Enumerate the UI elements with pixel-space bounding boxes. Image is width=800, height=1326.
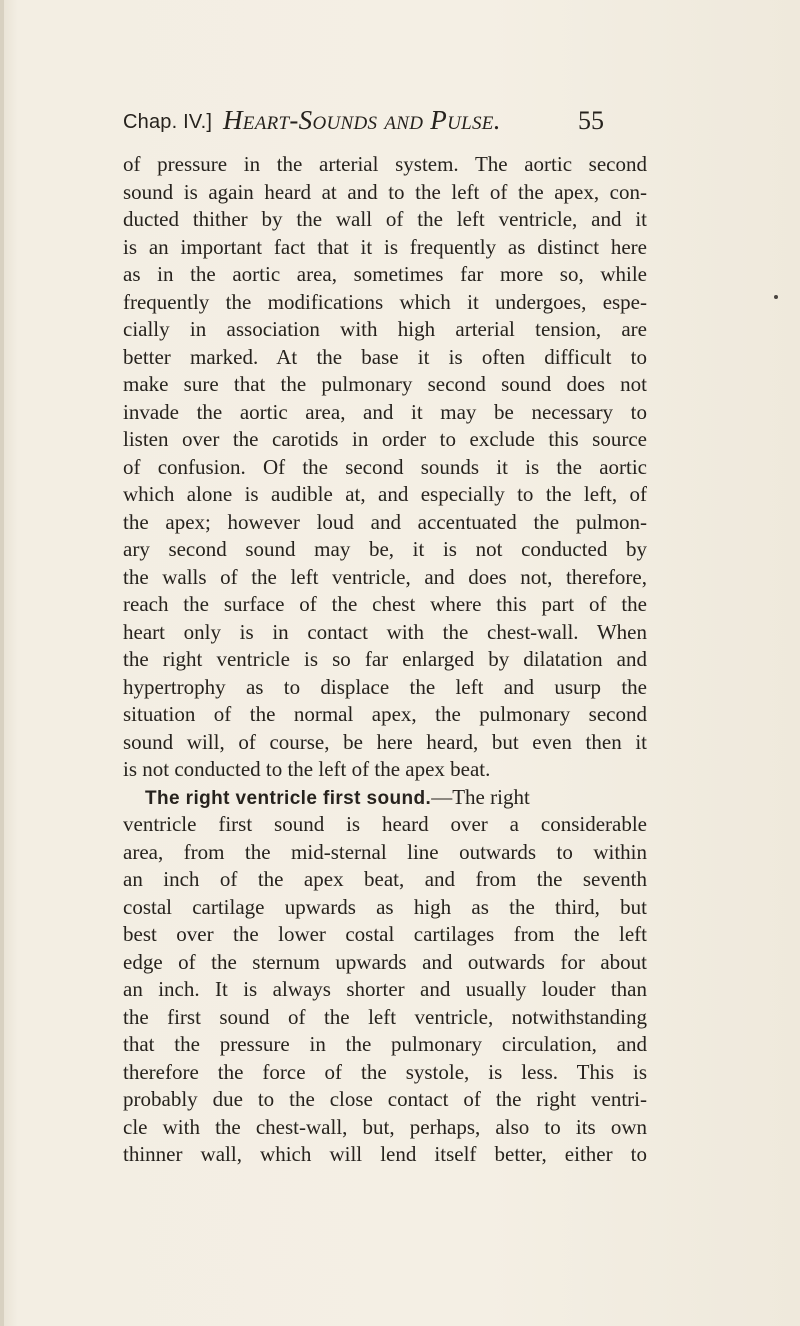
text-line: ducted thither by the wall of the left ventricle, and it [123, 207, 647, 231]
text-line: better marked. At the base it is often difficult to [123, 344, 647, 369]
running-head [123, 105, 623, 141]
text-line: the right ventricle is so far enlarged by dilatation and [123, 647, 647, 671]
ink-speck [774, 295, 778, 299]
text-line: that the pressure in the pulmonary circulation, and [123, 1032, 647, 1056]
text-line: is an important fact that it is frequently as distinct here [123, 234, 647, 259]
heading-continuation: —The right [431, 784, 530, 809]
page-edge [0, 0, 4, 1326]
text-line: ventricle first sound is heard over a considerable [123, 812, 647, 836]
text-line: situation of the normal apex, the pulmonary second [123, 702, 647, 726]
text-line: cially in association with high arterial tension, are [123, 317, 647, 341]
text-line: area, from the mid-sternal line outwards to within [123, 839, 647, 864]
section-heading: The right ventricle first sound. [145, 787, 432, 809]
body-text [123, 151, 647, 1169]
text-line: hypertrophy as to displace the left and usurp the [123, 674, 647, 699]
text-line: probably due to the close contact of the right ventri- [123, 1087, 647, 1111]
text-line: edge of the sternum upwards and outwards for about [123, 949, 647, 974]
text-line: which alone is audible at, and especially to the left, of [123, 482, 647, 506]
text-line: frequently the modifications which it undergoes, espe- [123, 289, 647, 314]
text-line: reach the surface of the chest where this part of the [123, 592, 647, 616]
text-line: of pressure in the arterial system. The aortic second [123, 152, 647, 176]
text-line: sound is again heard at and to the left of the apex, con- [123, 179, 647, 204]
text-line: the first sound of the left ventricle, notwithstanding [123, 1004, 647, 1029]
text-line: thinner wall, which will lend itself better, either to [123, 1142, 647, 1166]
text-line: listen over the carotids in order to exclude this source [123, 427, 647, 451]
text-line: make sure that the pulmonary second sound does not [123, 372, 647, 396]
text-line: the walls of the left ventricle, and does not, therefore, [123, 564, 647, 589]
text-line: invade the aortic area, and it may be necessary to [123, 399, 647, 424]
text-line: of confusion. Of the second sounds it is the aortic [123, 454, 647, 479]
text-line: the apex; however loud and accentuated the pulmon- [123, 509, 647, 534]
running-title: Heart-Sounds and Pulse. [223, 105, 501, 135]
text-line: therefore the force of the systole, is less. This is [123, 1059, 647, 1084]
paragraph-first-line [123, 784, 647, 812]
text-line: is not conducted to the left of the apex beat. [123, 757, 491, 781]
text-line: an inch. It is always shorter and usually louder than [123, 977, 647, 1001]
chapter-label: Chap. IV.] [123, 111, 213, 133]
text-line: sound will, of course, be here heard, but even then it [123, 729, 647, 754]
text-line: cle with the chest-wall, but, perhaps, also to its own [123, 1114, 647, 1139]
text-line: an inch of the apex beat, and from the seventh [123, 867, 647, 891]
text-line: best over the lower costal cartilages from the left [123, 922, 647, 946]
text-line: as in the aortic area, sometimes far more so, while [123, 262, 647, 286]
text-line: heart only is in contact with the chest-wall. When [123, 619, 647, 644]
text-line: ary second sound may be, it is not conducted by [123, 537, 647, 561]
text-line: costal cartilage upwards as high as the third, but [123, 894, 647, 919]
page-number: 55 [578, 106, 604, 135]
